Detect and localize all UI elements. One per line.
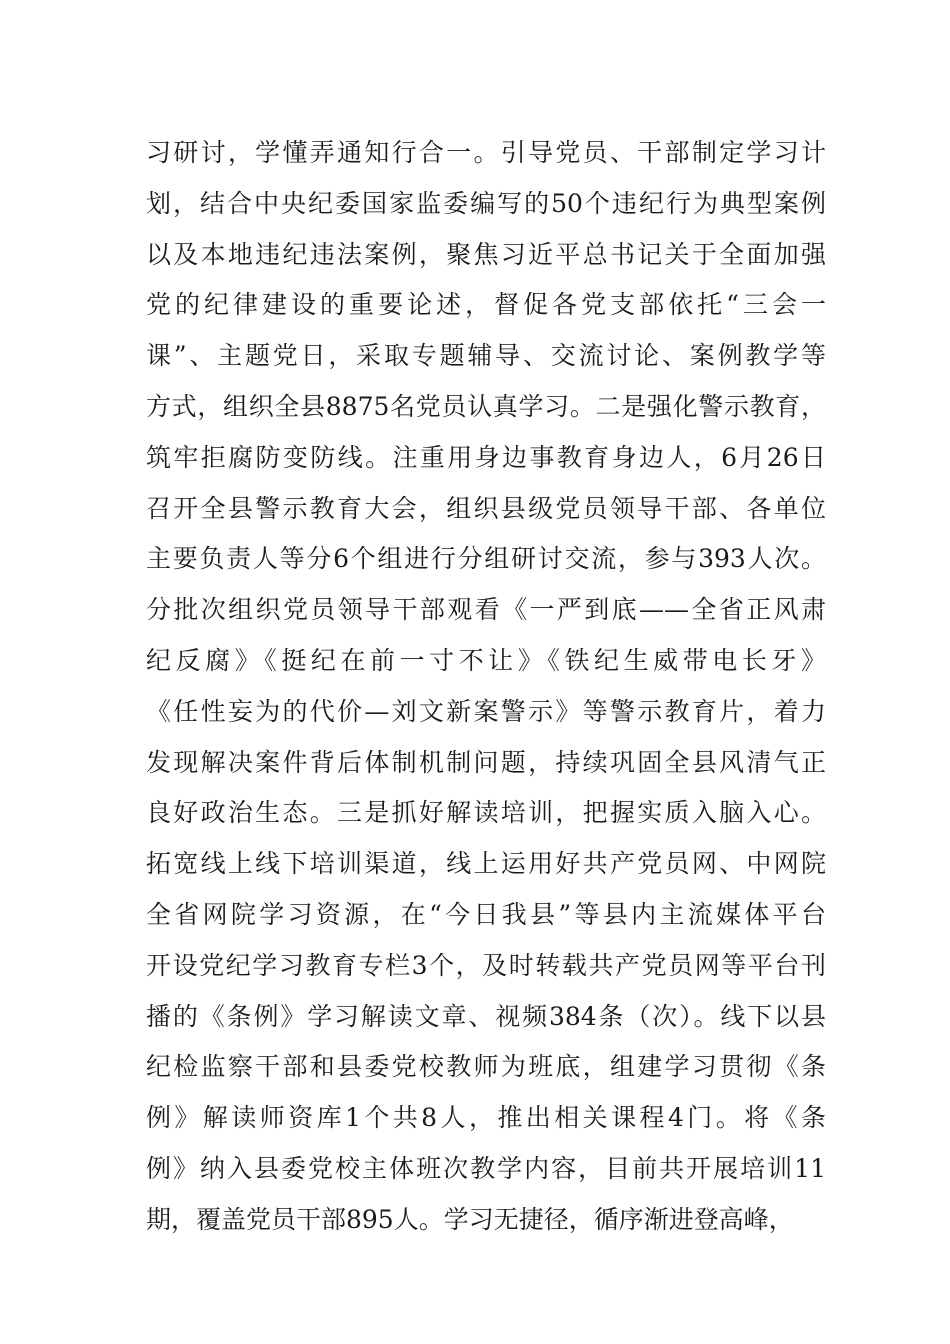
text-line: 划，结合中央纪委国家监委编写的50个违纪行为典型案例 <box>146 188 826 218</box>
text-line: 开设党纪学习教育专栏3个，及时转载共产党员网等平台刊 <box>146 950 826 980</box>
text-line: 主要负责人等分6个组进行分组研讨交流，参与393人次。 <box>146 544 826 574</box>
text-line: 党的纪律建设的重要论述，督促各党支部依托“三会一 <box>146 290 826 320</box>
text-line: 召开全县警示教育大会，组织县级党员领导干部、各单位 <box>146 493 826 523</box>
text-line: 课”、主题党日，采取专题辅导、交流讨论、案例教学等 <box>146 341 826 371</box>
text-line: 拓宽线上线下培训渠道，线上运用好共产党员网、中网院 <box>146 849 826 879</box>
text-line: 分批次组织党员领导干部观看《一严到底——全省正风肃 <box>146 595 826 625</box>
text-line: 例》解读师资库1个共8人，推出相关课程4门。将《条 <box>146 1103 826 1133</box>
text-line: 纪检监察干部和县委党校教师为班底，组建学习贯彻《条 <box>146 1052 826 1082</box>
text-line: 纪反腐》《挺纪在前一寸不让》《铁纪生威带电长牙》 <box>146 645 826 675</box>
text-line: 筑牢拒腐防变防线。注重用身边事教育身边人，6月26日 <box>146 442 826 472</box>
text-line: 期，覆盖党员干部895人。学习无捷径，循序渐进登高峰， <box>146 1204 794 1234</box>
text-line: 发现解决案件背后体制机制问题，持续巩固全县风清气正 <box>146 747 826 777</box>
text-line: 《任性妄为的代价—刘文新案警示》等警示教育片，着力 <box>146 696 826 726</box>
text-line: 播的《条例》学习解读文章、视频384条（次）。线下以县 <box>146 1001 826 1031</box>
body-paragraph <box>146 128 826 1246</box>
text-line: 例》纳入县委党校主体班次教学内容，目前共开展培训11 <box>146 1153 826 1183</box>
text-line: 习研讨，学懂弄通知行合一。引导党员、干部制定学习计 <box>146 138 826 167</box>
text-line: 全省网院学习资源，在“今日我县”等县内主流媒体平台 <box>146 899 826 929</box>
text-line: 方式，组织全县8875名党员认真学习。二是强化警示教育， <box>146 391 826 421</box>
text-line: 良好政治生态。三是抓好解读培训，把握实质入脑入心。 <box>146 798 826 828</box>
text-line: 以及本地违纪违法案例，聚焦习近平总书记关于全面加强 <box>146 239 826 269</box>
